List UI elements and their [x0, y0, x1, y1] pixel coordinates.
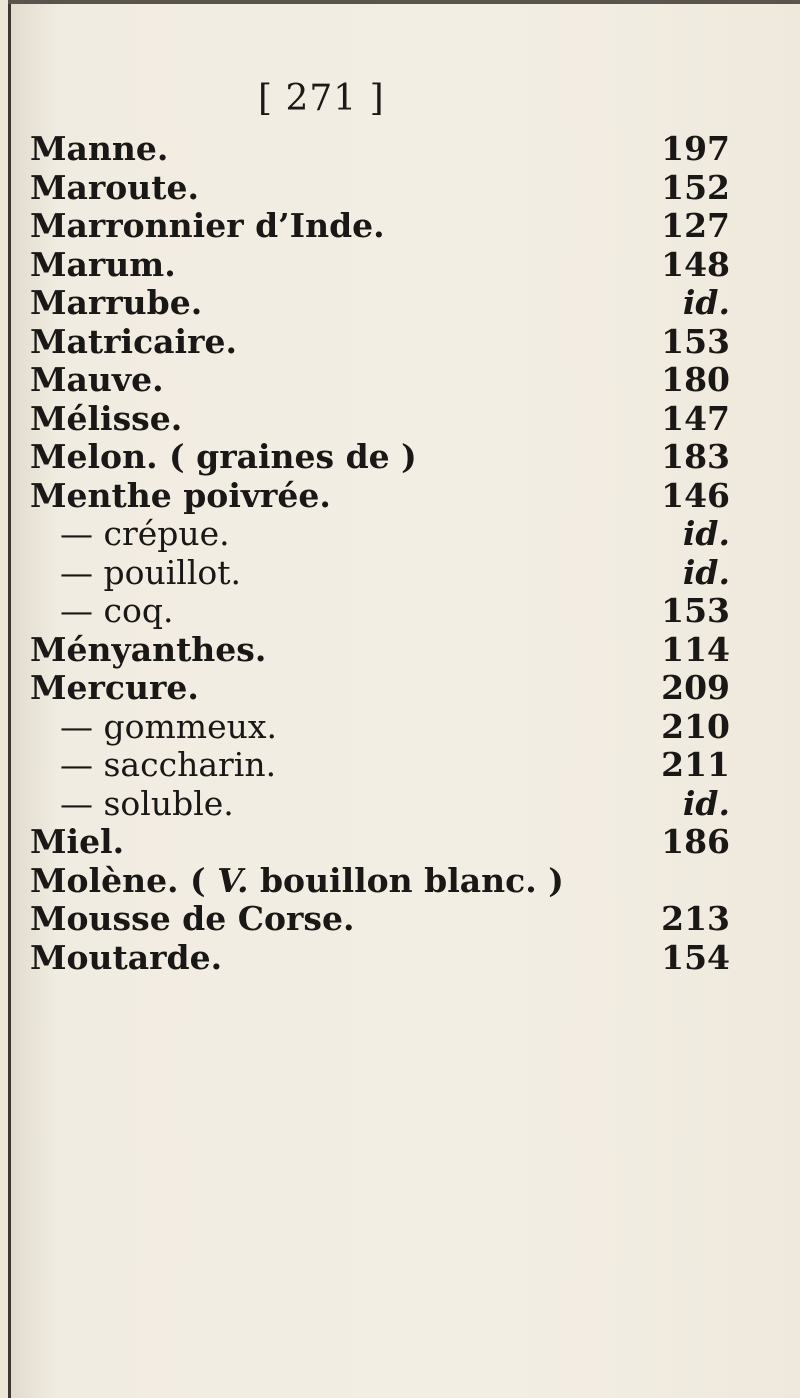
entry-term: — pouillot.: [60, 552, 242, 592]
index-subentry: [30, 746, 730, 785]
entry-term: Moutarde.: [30, 937, 223, 977]
entry-page: 183: [661, 437, 730, 476]
entry-term: — saccharin.: [60, 745, 277, 784]
entry-page: 180: [661, 360, 730, 399]
entry-term: Manne.: [30, 129, 169, 168]
entry-term: — coq.: [60, 591, 174, 630]
index-subentry: [30, 515, 730, 554]
entry-term: Ményanthes.: [30, 629, 267, 669]
index-entry: [30, 169, 730, 208]
index-entry: [30, 400, 730, 439]
index-entry: [30, 246, 730, 285]
index-list: [30, 130, 730, 977]
entry-term: — gommeux.: [60, 706, 277, 746]
index-entry: [30, 862, 730, 901]
index-entry: [30, 631, 730, 670]
entry-term-prefix: Molène. (: [30, 860, 206, 900]
entry-page: 146: [661, 475, 730, 515]
entry-page: id.: [682, 514, 730, 553]
entry-term: Miel.: [30, 822, 125, 861]
entry-term: Mousse de Corse.: [30, 899, 355, 938]
entry-term-suffix: bouillon blanc. ): [259, 860, 564, 900]
entry-page: 210: [661, 706, 730, 746]
index-entry: [30, 284, 730, 323]
entry-page: 127: [661, 206, 730, 245]
entry-term-italic: V.: [217, 860, 249, 900]
entry-page: 152: [661, 167, 730, 207]
entry-page: id.: [682, 783, 730, 823]
entry-term: Marronnier d’Inde.: [30, 206, 385, 245]
index-entry: [30, 477, 730, 516]
entry-term: Mercure.: [30, 668, 199, 707]
index-entry: [30, 669, 730, 708]
entry-page: 148: [661, 244, 730, 284]
index-entry: [30, 130, 730, 169]
entry-page: 147: [661, 398, 730, 438]
entry-term: — crépue.: [60, 514, 230, 553]
entry-page: 213: [661, 899, 730, 938]
entry-term: Menthe poivrée.: [30, 475, 331, 515]
index-entry: [30, 361, 730, 400]
index-entry: [30, 900, 730, 939]
entry-page: 197: [661, 129, 730, 168]
index-entry: [30, 323, 730, 362]
index-subentry: [30, 785, 730, 824]
index-subentry: [30, 554, 730, 593]
entry-page: id.: [682, 283, 730, 322]
entry-page: 114: [661, 629, 730, 669]
index-entry: [30, 823, 730, 862]
entry-page: id.: [682, 552, 730, 592]
index-subentry: [30, 592, 730, 631]
entry-page: 186: [661, 822, 730, 861]
entry-page: 209: [661, 668, 730, 707]
entry-term: Mélisse.: [30, 398, 183, 438]
entry-term: [30, 862, 564, 901]
entry-page: 211: [661, 745, 730, 784]
entry-page: 153: [661, 321, 730, 361]
entry-term: Melon. ( graines de ): [30, 437, 417, 476]
entry-page: 153: [661, 591, 730, 630]
entry-term: Marrube.: [30, 283, 203, 322]
page-top-edge: [8, 0, 800, 4]
entry-term: Maroute.: [30, 167, 200, 207]
entry-term: Matricaire.: [30, 321, 237, 361]
index-subentry: [30, 708, 730, 747]
page-header: [ 271 ]: [258, 78, 385, 119]
index-entry: [30, 438, 730, 477]
entry-term: — soluble.: [60, 783, 234, 823]
index-entry: [30, 939, 730, 978]
entry-page: 154: [661, 937, 730, 977]
entry-term: Marum.: [30, 244, 176, 284]
index-entry: [30, 207, 730, 246]
entry-term: Mauve.: [30, 360, 164, 399]
